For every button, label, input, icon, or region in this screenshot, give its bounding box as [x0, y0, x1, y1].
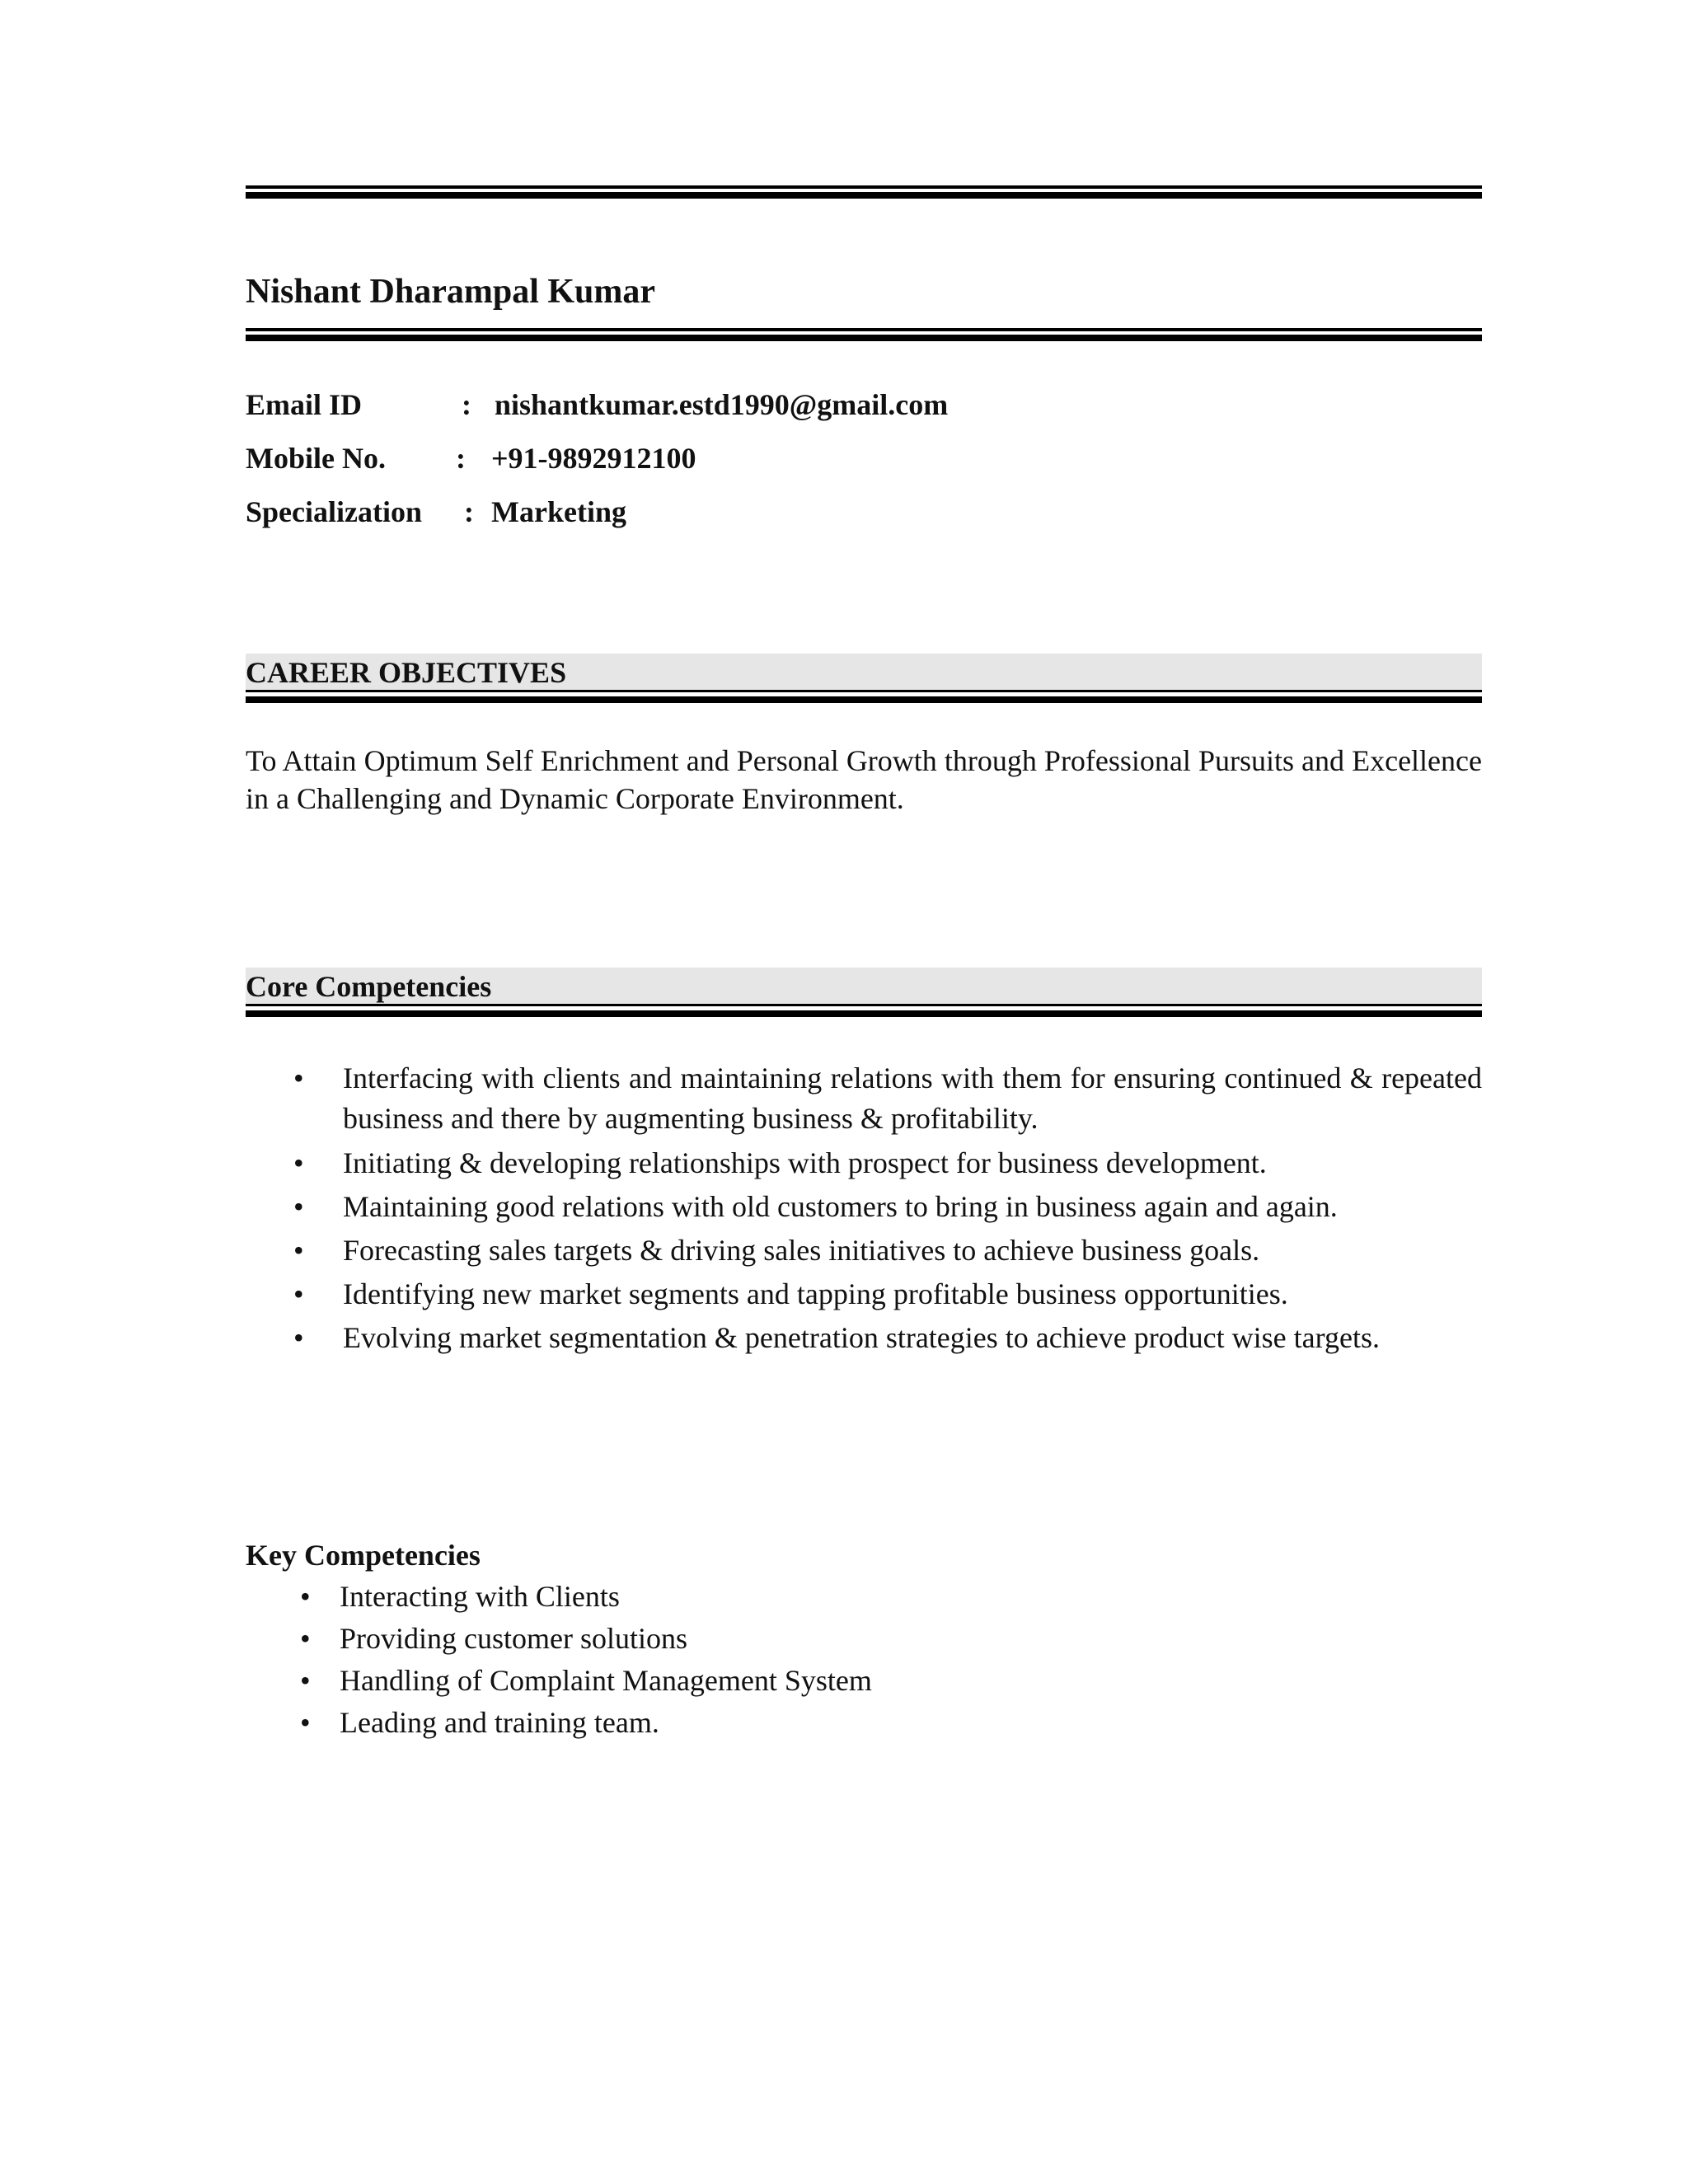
list-item [246, 1618, 1070, 1660]
section-underline-thick [246, 696, 1482, 703]
list-item-text: Handling of Complaint Management System [340, 1664, 872, 1697]
list-item-text: Evolving market segmentation & penetration strategies to achieve product wise targets. [343, 1321, 1380, 1354]
mobile-separator: : [456, 442, 466, 475]
list-item [246, 1143, 1482, 1183]
email-value: nishantkumar.estd1990@gmail.com [495, 388, 949, 421]
top-double-rule [246, 185, 1482, 199]
rule-thin-line [246, 328, 1482, 331]
list-item [246, 1660, 1070, 1702]
list-item [246, 1058, 1482, 1139]
list-item [246, 1702, 1070, 1744]
section-title: Core Competencies [246, 970, 492, 1003]
mobile-value: +91-9892912100 [491, 442, 696, 475]
bullet-icon: • [293, 1234, 304, 1267]
rule-thick-line [246, 192, 1482, 199]
name-double-rule [246, 328, 1482, 341]
section-underline-thick [246, 1010, 1482, 1017]
candidate-name: Nishant Dharampal Kumar [246, 273, 656, 311]
list-item-text: Interacting with Clients [340, 1580, 620, 1613]
list-item-text: Interfacing with clients and maintaining relations with them for ensuring continued & repeated business and there by augmenting business & profitability. [343, 1062, 1482, 1135]
section-underline-thin [246, 1004, 1482, 1006]
list-item [246, 1576, 1070, 1618]
email-separator: : [462, 388, 471, 421]
key-competencies-title: Key Competencies [246, 1539, 481, 1572]
rule-thick-line [246, 335, 1482, 341]
list-item-text: Identifying new market segments and tapping profitable business opportunities. [343, 1277, 1288, 1310]
section-underline-thin [246, 690, 1482, 692]
specialization-label: Specialization [246, 495, 422, 528]
list-item-text: Maintaining good relations with old customers to bring in business again and again. [343, 1190, 1338, 1223]
bullet-icon: • [293, 1321, 304, 1354]
bullet-icon: • [293, 1062, 304, 1094]
career-objectives-header [246, 654, 1482, 690]
bullet-icon: • [300, 1622, 311, 1655]
core-competencies-list [246, 1058, 1482, 1362]
bullet-icon: • [293, 1277, 304, 1310]
list-item-text: Initiating & developing relationships with prospect for business development. [343, 1146, 1267, 1179]
specialization-separator: : [464, 495, 474, 528]
list-item [246, 1318, 1482, 1358]
bullet-icon: • [300, 1706, 311, 1739]
mobile-label: Mobile No. [246, 442, 386, 475]
rule-thin-line [246, 185, 1482, 189]
section-title: CAREER OBJECTIVES [246, 656, 567, 689]
bullet-icon: • [293, 1190, 304, 1223]
list-item-text: Providing customer solutions [340, 1622, 687, 1655]
specialization-value: Marketing [491, 495, 626, 528]
career-objectives-text: To Attain Optimum Self Enrichment and Personal Growth through Professional Pursuits and Excellence in a Challenging and Dynamic Corporate Environment. [246, 744, 1482, 815]
bullet-icon: • [300, 1664, 311, 1697]
list-item-text: Forecasting sales targets & driving sales initiatives to achieve business goals. [343, 1234, 1260, 1267]
key-competencies-list [246, 1576, 1070, 1744]
list-item [246, 1230, 1482, 1270]
bullet-icon: • [300, 1580, 311, 1613]
core-competencies-header [246, 968, 1482, 1004]
list-item [246, 1274, 1482, 1314]
list-item-text: Leading and training team. [340, 1706, 659, 1739]
bullet-icon: • [293, 1146, 304, 1179]
list-item [246, 1187, 1482, 1226]
email-label: Email ID [246, 388, 363, 421]
